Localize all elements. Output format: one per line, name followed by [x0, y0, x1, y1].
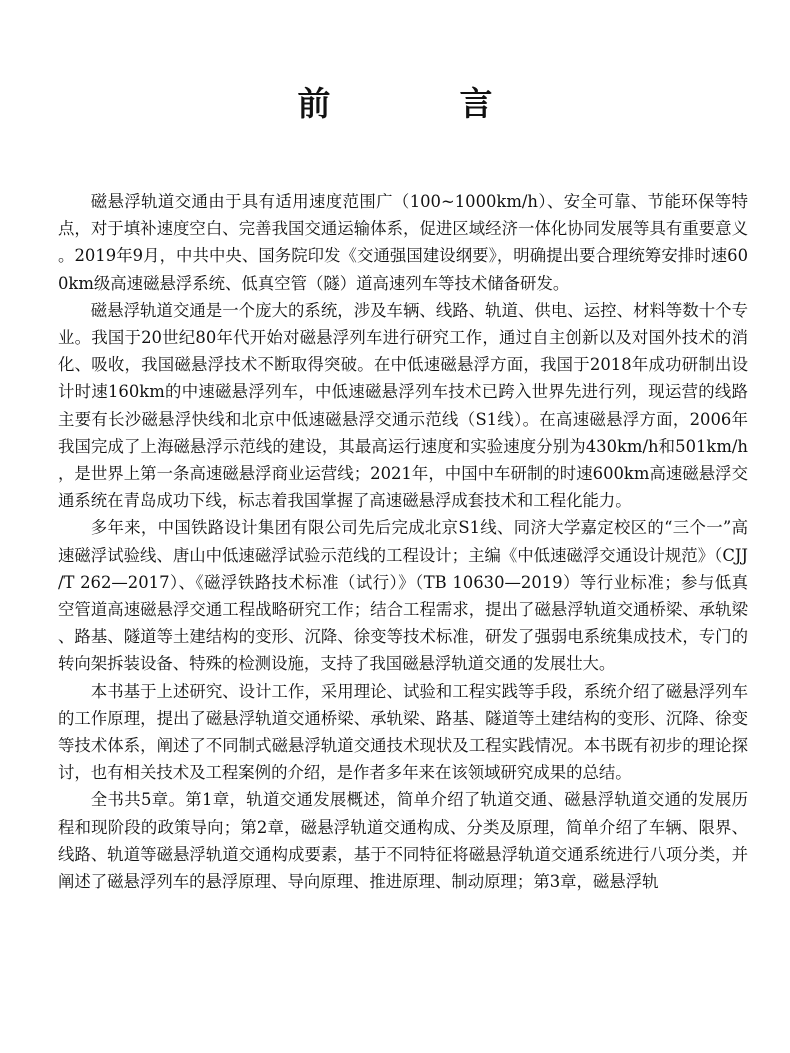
paragraph-2: 磁悬浮轨道交通是一个庞大的系统，涉及车辆、线路、轨道、供电、运控、材料等数十个专业。我国于20世纪80年代开始对磁悬浮列车进行研究工作，通过自主创新以及对国外技术的消化、吸收，我国磁悬浮技术不断取得突破。在中低速磁悬浮方面，我国于2018年成功研制出设计时速160km的中速磁悬浮列车，中低速磁悬浮列车技术已跨入世界先进行列，现运营的线路主要有长沙磁悬浮快线和北京中低速磁悬浮交通示范线（S1线）。在高速磁悬浮方面，2006年我国完成了上海磁悬浮示范线的建设，其最高运行速度和实验速度分别为430km/h和501km/h，是世界上第一条高速磁悬浮商业运营线；2021年，中国中车研制的时速600km高速磁悬浮交通系统在青岛成功下线，标志着我国掌握了高速磁悬浮成套技术和工程化能力。: [58, 300, 748, 511]
paragraph-5: 全书共5章。第1章，轨道交通发展概述，简单介绍了轨道交通、磁悬浮轨道交通的发展历程和现阶段的政策导向；第2章，磁悬浮轨道交通构成、分类及原理，简单介绍了车辆、限界、线路、轨道等磁悬浮轨道交通构成要素，基于不同特征将磁悬浮轨道交通系统进行八项分类，并阐述了磁悬浮列车的悬浮原理、导向原理、推进原理、制动原理；第3章，磁悬浮轨: [58, 790, 748, 892]
preface-body: [58, 188, 748, 895]
page-title: 前 言: [297, 84, 541, 123]
paragraph-4: 本书基于上述研究、设计工作，采用理论、试验和工程实践等手段，系统介绍了磁悬浮列车的工作原理，提出了磁悬浮轨道交通桥梁、承轨梁、路基、隧道等土建结构的变形、沉降、徐变等技术体系，阐述了不同制式磁悬浮轨道交通技术现状及工程实践情况。本书既有初步的理论探讨，也有相关技术及工程案例的介绍，是作者多年来在该领域研究成果的总结。: [58, 681, 748, 783]
paragraph-3: 多年来，中国铁路设计集团有限公司先后完成北京S1线、同济大学嘉定校区的“三个一”高速磁浮试验线、唐山中低速磁浮试验示范线的工程设计；主编《中低速磁浮交通设计规范》（CJJ/T 262—2017）、《磁浮铁路技术标准（试行）》（TB 10630—2019）等行业标准；参与低真空管道高速磁悬浮交通工程战略研究工作；结合工程需求，提出了磁悬浮轨道交通桥梁、承轨梁、路基、隧道等土建结构的变形、沉降、徐变等技术标准，研发了强弱电系统集成技术，专门的转向架拆装设备、特殊的检测设施，支持了我国磁悬浮轨道交通的发展壮大。: [58, 518, 748, 674]
paragraph-1: 磁悬浮轨道交通由于具有适用速度范围广（100~1000km/h）、安全可靠、节能环保等特点，对于填补速度空白、完善我国交通运输体系，促进区域经济一体化协同发展等具有重要意义。2019年9月，中共中央、国务院印发《交通强国建设纲要》，明确提出要合理统筹安排时速600km级高速磁悬浮系统、低真空管（隧）道高速列车等技术储备研发。: [58, 192, 748, 293]
